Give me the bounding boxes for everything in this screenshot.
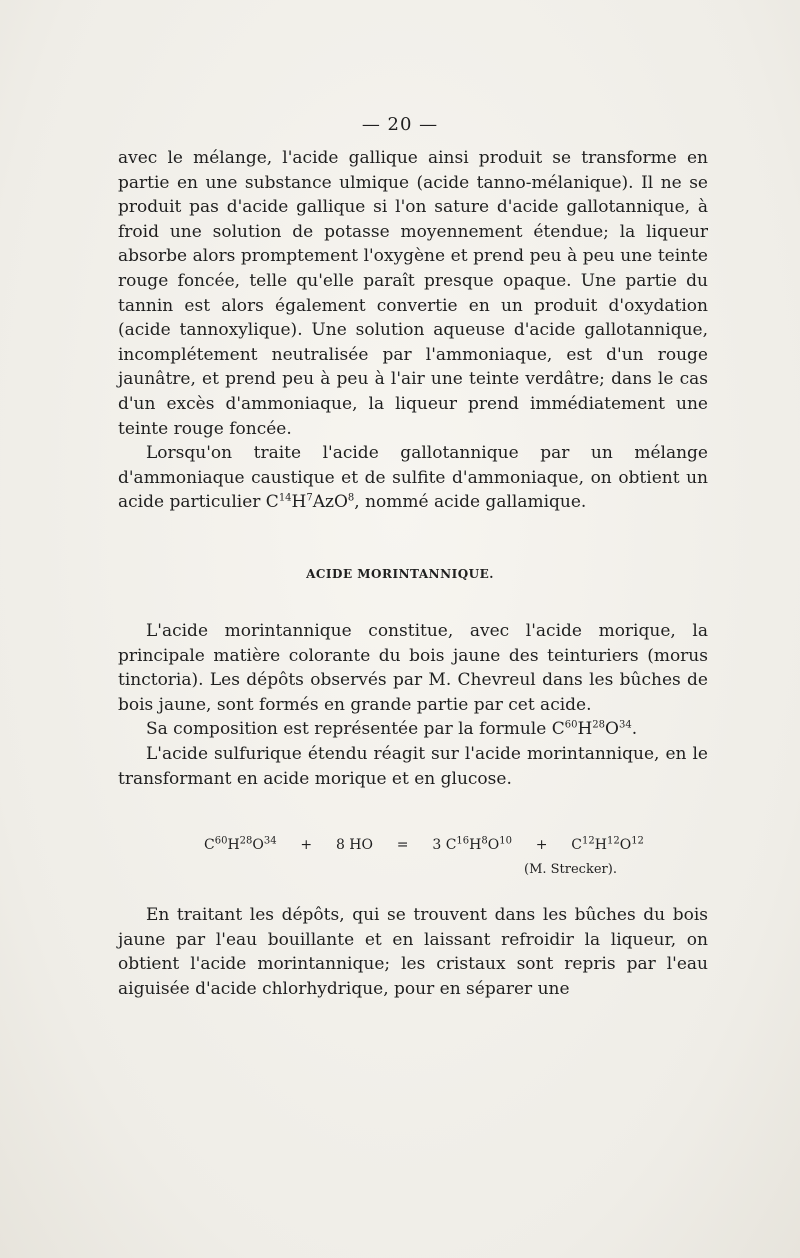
equation-reactant-1: $C^{60}H^{28}O^{34}$ [204, 835, 277, 853]
equation-row [204, 836, 644, 854]
paragraph-gallic-acid: avec le mélange, l'acide gallique ainsi produit se transforme en partie en une substance ulmique (acide tanno-mélanique). Il ne se produit pas d'acide gallique si l'on sature d'acide gallotannique, à froid une solution de potasse moyennement étendue; la liqueur absorbe alors promptement l'oxygène et prend peu à peu une teinte rouge foncée, telle qu'elle paraît presque opaque. Une partie du tannin est alors également convertie en un produit d'oxydation (acide tannoxylique). Une solution aqueuse d'acide gallotannique, incomplétement neutralisée par l'ammoniaque, est d'un rouge jaunâtre, et prend peu à peu à l'air une teinte verdâtre; dans le cas d'un excès d'ammoniaque, la liqueur prend immédiatement une teinte rouge foncée. [118, 148, 708, 439]
equation-reactant-2: 8 HO [335, 837, 373, 853]
text-block-bottom [118, 903, 708, 1001]
paragraph-gallamic-acid [118, 441, 708, 515]
chemical-formula: $C^{60}H^{28}O^{34}$ [551, 719, 632, 740]
paragraph-morintannic-acid: L'acide morintannique constitue, avec l'acide morique, la principale matière colorante du bois jaune des teinturiers (morus tinctoria). Les dépôts observés par M. Chevreul dans les bûches de bois jaune, sont formés en grande partie par cet acide. [118, 621, 708, 715]
paragraph-extraction: En traitant les dépôts, qui se trouvent dans les bûches du bois jaune par l'eau bouillante et en laissant refroidir la liqueur, on obtient l'acide morintannique; les cristaux sont repris par l'eau aiguisée d'acide chlorhydrique, pour en séparer une [118, 905, 708, 999]
paragraph-text: , nommé acide gallamique. [354, 492, 587, 513]
text-block-top [118, 146, 708, 515]
paragraph-text: . [631, 719, 638, 740]
paragraph-text: Sa composition est représentée par la formule [146, 719, 552, 740]
equation-product-2: $C^{12}H^{12}O^{12}$ [571, 835, 644, 853]
equation-citation: (M. Strecker). [524, 862, 617, 877]
equation-equals-sign: = [396, 837, 409, 853]
section-heading: ACIDE MORINTANNIQUE. [306, 567, 494, 581]
paragraph-text: Lorsqu'on traite l'acide gallotannique par un mélange d'ammoniaque caustique et de sulfite d'ammoniaque, on obtient un acide particulier [118, 443, 708, 513]
page-number: — 20 — [361, 114, 439, 135]
chemical-formula: $C^{14}H^7AzO^8$ [265, 492, 355, 513]
chemical-equation [204, 836, 644, 854]
text-block-middle [118, 619, 708, 791]
equation-plus-sign: + [300, 837, 313, 853]
paragraph-sulfuric-acid: L'acide sulfurique étendu réagit sur l'acide morintannique, en le transformant en acide morique et en glucose. [118, 743, 708, 789]
equation-product-1: 3 $C^{16}H^8O^{10}$ [432, 835, 512, 853]
equation-plus-sign: + [535, 837, 548, 853]
paragraph-composition [118, 717, 708, 742]
